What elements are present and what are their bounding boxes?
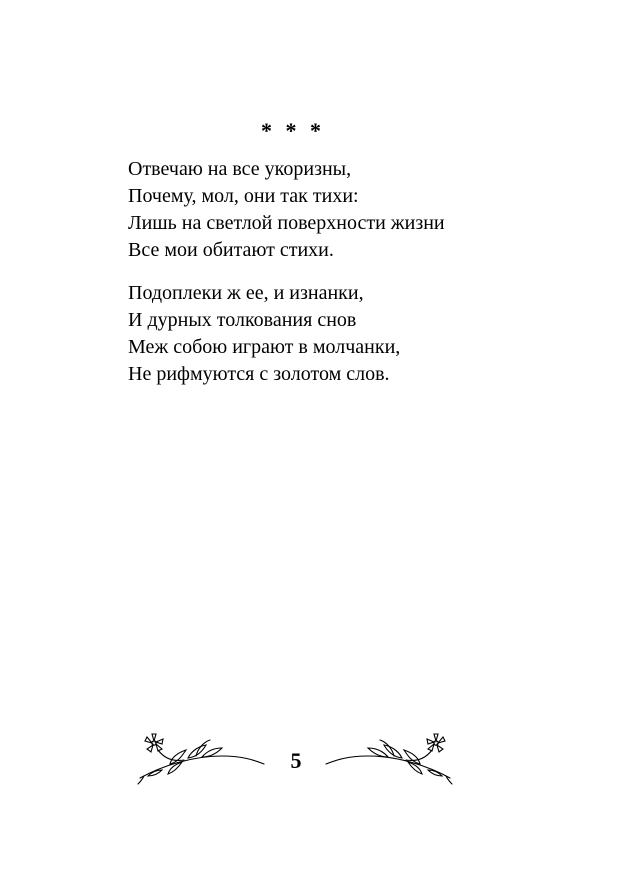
page-number: 5 [290, 748, 302, 773]
floral-vine-icon [132, 726, 272, 786]
poem-line: Лишь на светлой поверхности жизни [128, 212, 445, 234]
floral-vine-icon [318, 726, 458, 786]
stanza-1 [128, 156, 445, 264]
poem-separator: * * * [261, 118, 325, 143]
poem-line: Подоплеки ж ее, и изнанки, [128, 282, 364, 304]
page-footer [0, 720, 621, 790]
poem-line: И дурных толкования снов [128, 309, 357, 331]
poem-line: Почему, мол, они так тихи: [128, 185, 359, 207]
poem-line: Не рифмуются с золотом слов. [128, 363, 390, 385]
poem-body [128, 156, 445, 404]
stanza-2 [128, 280, 445, 388]
poem-line: Все мои обитают стихи. [128, 239, 334, 261]
poem-line: Отвечаю на все укоризны, [128, 158, 352, 180]
poem-line: Меж собою играют в молчанки, [128, 336, 401, 358]
